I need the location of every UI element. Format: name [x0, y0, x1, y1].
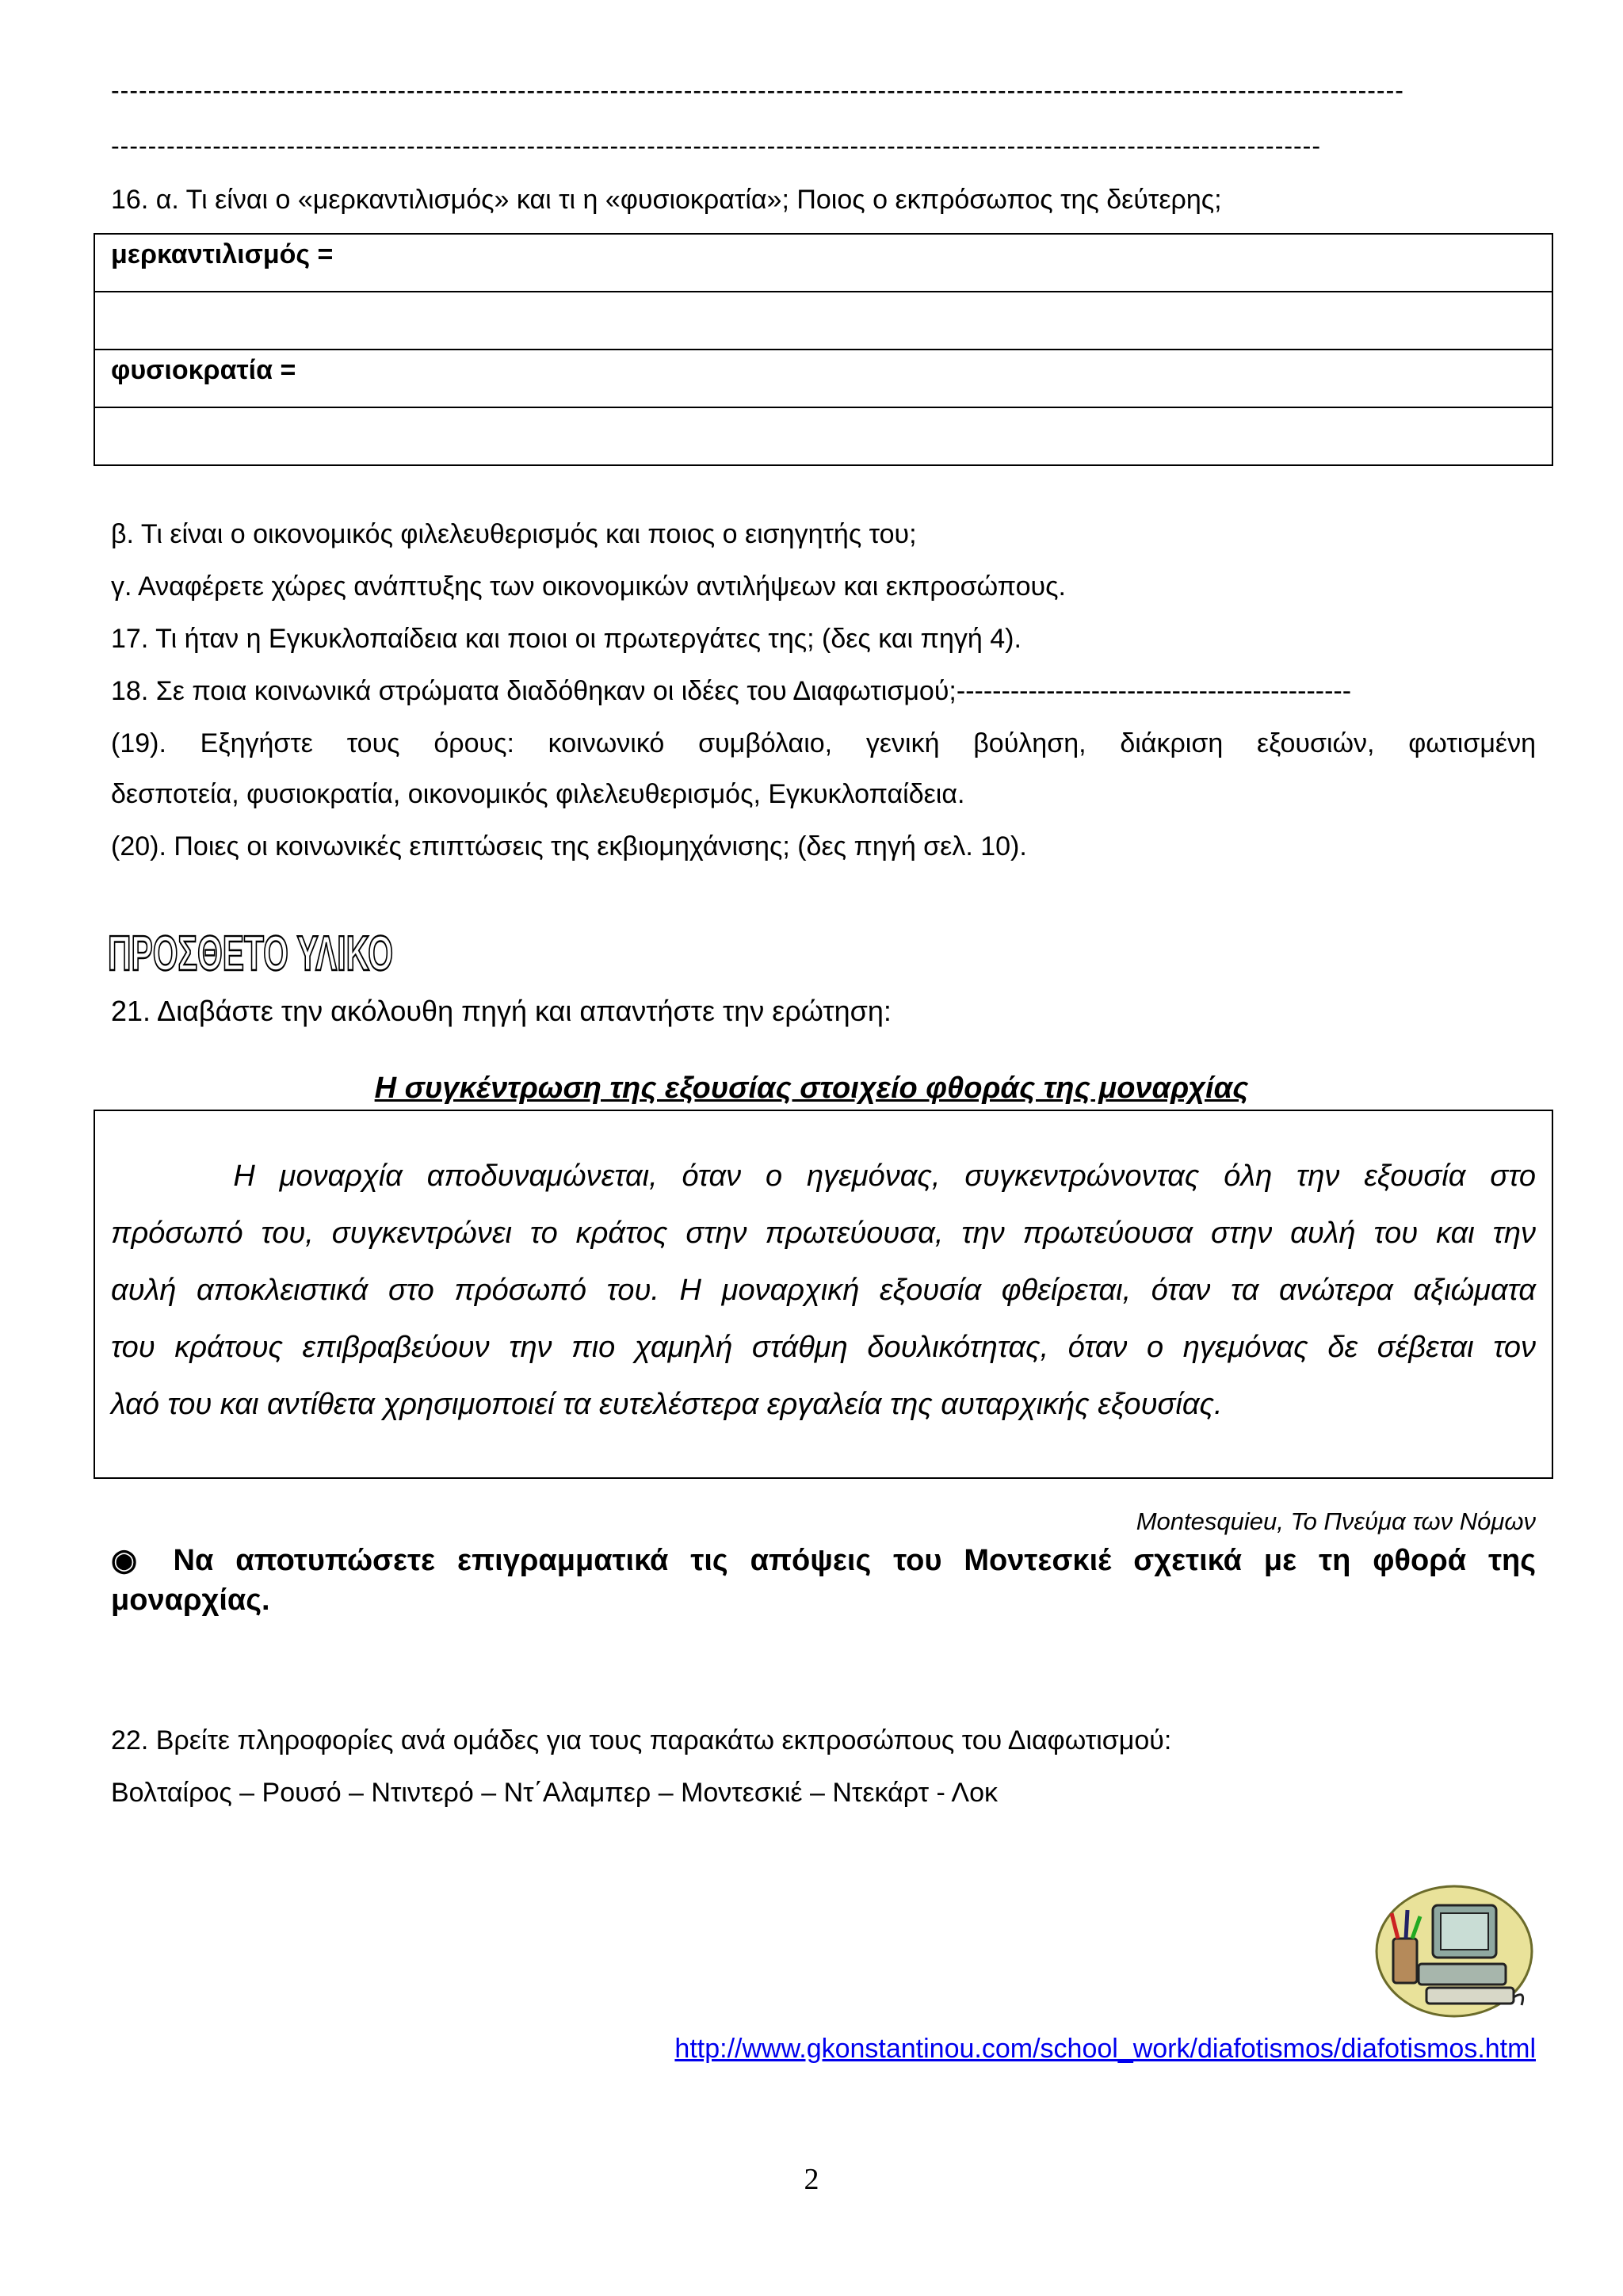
page-number: 2	[804, 2163, 819, 2196]
question-16a: 16. α. Τι είναι ο «μερκαντιλισμός» και τι η «φυσιοκρατία»; Ποιος ο εκπρόσωπος της δεύτερης;	[111, 185, 1222, 215]
dash-line-2: -----------------------------------------------------------------------------------------------------------------------------------	[111, 132, 1321, 160]
dash-line-1: --------------------------------------------------------------------------------------------------------------------------------------------	[111, 76, 1404, 105]
source-attribution: Montesquieu, Το Πνεύμα των Νόμων	[1136, 1507, 1536, 1535]
question-19-line-1: (19). Εξηγήστε τους όρους: κοινωνικό συμβόλαιο, γενική βούληση, διάκριση εξουσιών, φωτισμένη	[111, 728, 1536, 758]
computer-clipart-icon	[1371, 1878, 1537, 2021]
answer-row-mercantilism[interactable]: μερκαντιλισμός =	[94, 234, 1552, 292]
source-line-5: λαό του και αντίθετα χρησιμοποιεί τα ευτελέστερα εργαλεία της αυταρχικής εξουσίας.	[111, 1388, 1223, 1421]
task-line-2: μοναρχίας.	[111, 1584, 270, 1617]
svg-text:ΠΡΟΣΘΕΤΟ ΥΛΙΚΟ: ΠΡΟΣΘΕΤΟ ΥΛΙΚΟ	[108, 926, 394, 981]
question-16b: β. Τι είναι ο οικονομικός φιλελευθερισμός και ποιος ο εισηγητής του;	[111, 519, 917, 549]
answer-table	[94, 233, 1553, 466]
answer-row-blank-1[interactable]	[94, 292, 1552, 350]
question-22-names: Βολταίρος – Ρουσό – Ντιντερό – Ντ΄Αλαμπερ – Μοντεσκιέ – Ντεκάρτ - Λοκ	[111, 1778, 999, 1808]
question-22: 22. Βρείτε πληροφορίες ανά ομάδες για τους παρακάτω εκπροσώπους του Διαφωτισμού:	[111, 1725, 1172, 1755]
section-title	[108, 926, 401, 981]
question-21: 21. Διαβάστε την ακόλουθη πηγή και απαντήστε την ερώτηση:	[111, 995, 892, 1027]
source-url-link[interactable]: http://www.gkonstantinou.com/school_work/diafotismos/diafotismos.html	[674, 2034, 1536, 2064]
source-line-2: πρόσωπό του, συγκεντρώνει το κράτος στην πρωτεύουσα, την πρωτεύουσα στην αυλή του και την	[111, 1217, 1536, 1250]
source-title: Η συγκέντρωση της εξουσίας στοιχείο φθοράς της μοναρχίας	[374, 1072, 1249, 1105]
source-line-4: του κράτους επιβραβεύουν την πιο χαμηλή στάθμη δουλικότητας, όταν ο ηγεμόνας δε σέβεται τον	[111, 1331, 1536, 1364]
question-20: (20). Ποιες οι κοινωνικές επιπτώσεις της εκβιομηχάνισης; (δες πηγή σελ. 10).	[111, 831, 1027, 861]
source-line-3: αυλή αποκλειστικά στο πρόσωπό του. Η μοναρχική εξουσία φθείρεται, όταν τα ανώτερα αξιώματα	[111, 1274, 1536, 1307]
source-line-1: Η μοναρχία αποδυναμώνεται, όταν ο ηγεμόνας, συγκεντρώνοντας όλη την εξουσία στο	[111, 1159, 1536, 1193]
question-18: 18. Σε ποια κοινωνικά στρώματα διαδόθηκαν οι ιδέες του Διαφωτισμού;--------------------------------------------	[111, 676, 1352, 706]
answer-row-blank-2[interactable]	[94, 407, 1552, 465]
answer-row-physiocracy[interactable]: φυσιοκρατία =	[94, 350, 1552, 407]
task-line-1: ◉ Να αποτυπώσετε επιγραμματικά τις απόψεις του Μοντεσκιέ σχετικά με τη φθορά της	[111, 1544, 1536, 1577]
question-19-line-2: δεσποτεία, φυσιοκρατία, οικονομικός φιλελευθερισμός, Εγκυκλοπαίδεια.	[111, 779, 965, 809]
question-17: 17. Τι ήταν η Εγκυκλοπαίδεια και ποιοι οι πρωτεργάτες της; (δες και πηγή 4).	[111, 624, 1022, 654]
question-16c: γ. Αναφέρετε χώρες ανάπτυξης των οικονομικών αντιλήψεων και εκπροσώπους.	[111, 571, 1066, 602]
